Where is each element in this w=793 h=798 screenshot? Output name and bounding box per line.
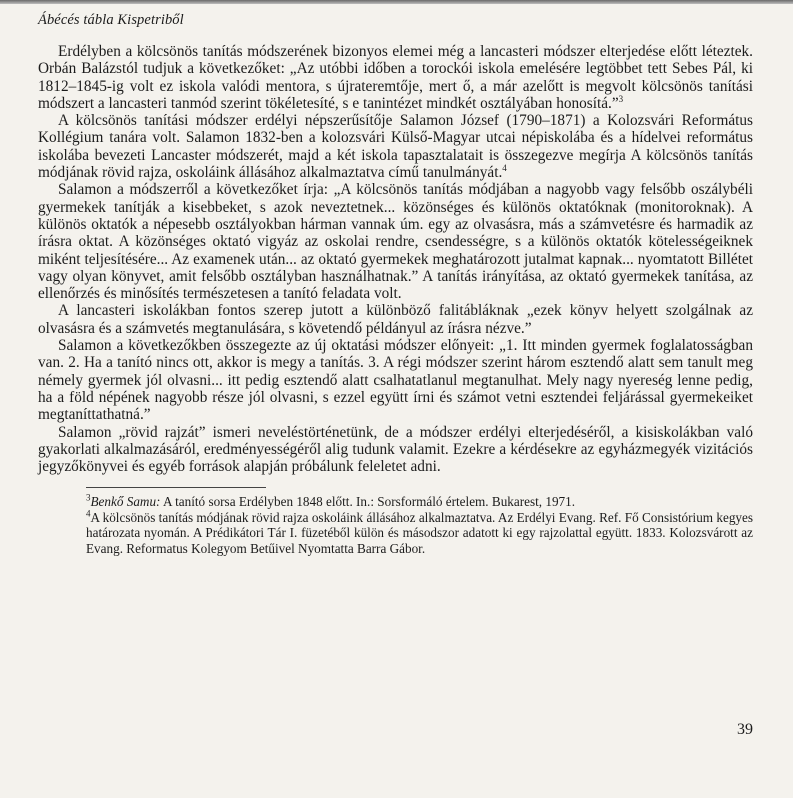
footnote-number: 3 xyxy=(86,493,91,504)
paragraph-text: Erdélyben a kölcsönös tanítás módszerének bizonyos elemei még a lancasteri módszer elterjedése előtt léteztek. Orbán Balázstól tudjuk a következőket: „Az utóbbi időben a torockói iskola emelésére legtöbbet tett Sebes Pál, ki 1812–1845-ig volt ez iskola valódi mentora, s újrateremtője, mert ő, a már azelőtt is megvolt kölcsönös tanítási módszert a lancasteri tanmód szerint tökéletesíté, s e tanintézet mindkét osztályában honosítá.” xyxy=(38,43,753,112)
footnote-ref[interactable]: 3 xyxy=(618,93,624,104)
footnote-number: 4 xyxy=(86,508,91,519)
paragraph xyxy=(38,112,753,181)
document-page xyxy=(38,12,753,556)
paragraph-text: Salamon „rövid rajzát” ismeri neveléstörténetünk, de a módszer erdélyi elterjedéséről, a kisiskolákban való gyakorlati alkalmazásáról, eredményességéről alig tudunk valamit. Ezekre a kérdésekre az egyházmegyék vizitációs jegyzőkönyvei és egyéb források alapján próbálunk feleletet adni. xyxy=(38,423,753,476)
paragraph-text: A lancasteri iskolákban fontos szerep jutott a különböző falitábláknak „ezek könyv helyett szolgálnak az olvasásra és a számvetés megtanulására, s követendő példányul az írásra nézve.” xyxy=(38,302,753,337)
paragraph xyxy=(38,43,753,112)
footnote xyxy=(86,510,753,556)
paragraph-text: Salamon a következőkben összegezte az új oktatási módszer előnyeit: „1. Itt minden gyermek foglalatosságban van. 2. Ha a tanító nincs ott, akkor is megy a tanítás. 3. A régi módszer szerint három esztendő alatt sem tanult meg némely gyermek jól olvasni... itt pedig esztendő alatt csalhatatlanul megtanulhat. Mely nagy nyereség lenne pedig, ha a föld népének nagyobb része jól olvasni, s ezzel együtt írni és számot vetni esztendei feljárással gyermekeiket megtaníttathatná.” xyxy=(38,337,753,424)
footnote-author: Benkő Samu: xyxy=(90,494,161,510)
footnote xyxy=(86,494,753,509)
footnote-separator xyxy=(86,487,266,488)
page-number: 39 xyxy=(737,721,753,738)
paragraph-text: Salamon a módszerről a következőket írja: „A kölcsönös tanítás módjában a nagyobb vagy felsőbb oszálybéli gyermekek tanítják a kisebbeket, s azok neveztetnek... közönséges és különös oktatóknak (monitoroknak). A különös oktatók a népesebb osztályokban hárman vannak úm. egy az olvasásra, más a számvetésre és harmadik az írásra oktat. A közönséges oktató vigyáz az oskolai rendre, csendességre, s a különös oktatók kötelességeiknek miként teljesítésére... Az examenek után... az oktató gyermekek meghatározott jutalmat kapnak... nyomtatott Billétet vagy olyan könyvet, amit felsőbb osztályban használhatnak.” A tanítás irányítása, az oktató gyermekek tanítása, az ellenőrzés és minősítés természetesen a tanító feladata volt. xyxy=(38,181,753,303)
footnote-ref[interactable]: 4 xyxy=(502,162,507,173)
footnote-text: A kölcsönös tanítás módjának rövid rajza oskoláink állásához alkalmaztatva. Az Erdélyi Evang. Ref. Fő Consistórium kegyes határozata nyomán. A Prédikátori Tár I. füzetéből külön és másodszor adatott ki egy rajzolattal együtt. 1833. Kolozsvárott az Evang. Reformatus Kolegyom Betűivel Nyomtatta Barra Gábor. xyxy=(86,509,753,556)
paragraph xyxy=(38,181,753,302)
running-head: Ábécés tábla Kispetriből xyxy=(38,12,184,28)
footnotes xyxy=(86,494,753,556)
body-text xyxy=(38,43,753,475)
paragraph xyxy=(38,424,753,476)
paragraph xyxy=(38,302,753,337)
scan-top-edge xyxy=(0,0,793,4)
footnote-text: A tanító sorsa Erdélyben 1848 előtt. In.: Sorsformáló értelem. Bukarest, 1971. xyxy=(160,494,576,510)
paragraph xyxy=(38,337,753,423)
paragraph-text: A kölcsönös tanítási módszer erdélyi népszerűsítője Salamon József (1790–1871) a Kolozsvári Református Kollégium tanára volt. Salamon 1832-ben a kolozsvári Külső-Magyar utcai népiskolába és a hídelvei református iskolába bevezeti Lancaster módszerét, majd a két iskola tapasztalatait is összegezve megírja A kölcsönös tanítás módjának rövid rajza, oskoláink állásához alkalmaztatva című tanulmányát. xyxy=(38,112,753,182)
